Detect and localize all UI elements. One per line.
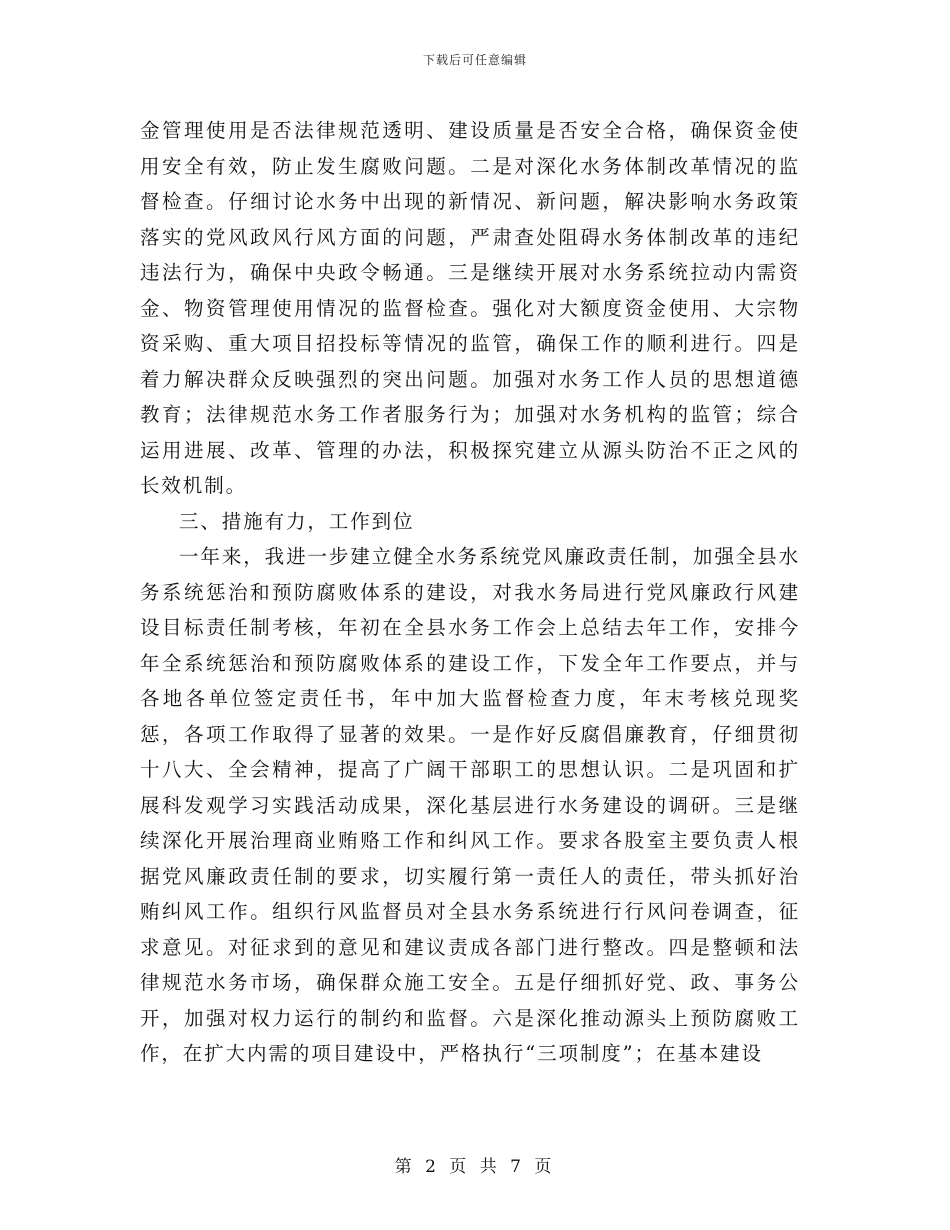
section-heading: 三、措施有力，工作到位 bbox=[179, 509, 415, 533]
body-paragraph: 金管理使用是否法律规范透明、建设质量是否安全合格，确保资金使用安全有效，防止发生腐败问题。二是对深化水务体制改革情况的监督检查。仔细讨论水务中出现的新情况、新问题，解决影响水务政策落实的党风政风行风方面的问题，严肃查处阻碍水务体制改革的违纪违法行为，确保中央政令畅通。三是继续开展对水务系统拉动内需资金、物资管理使用情况的监督检查。强化对大额度资金使用、大宗物资采购、重大项目招投标等情况的监管，确保工作的顺利进行。四是着力解决群众反映强烈的突出问题。加强对水务工作人员的思想道德教育；法律规范水务工作者服务行为；加强对水务机构的监管；综合运用进展、改革、管理的办法，积极探究建立从源头防治不正之风的长效机制。 bbox=[140, 119, 800, 497]
page-header: 下载后可任意编辑 bbox=[422, 53, 527, 67]
page-number-footer: 第 2 页 共 7 页 bbox=[394, 1157, 556, 1177]
document-body bbox=[140, 113, 800, 1072]
body-paragraph: 一年来，我进一步建立健全水务系统党风廉政责任制，加强全县水务系统惩治和预防腐败体系的建设，对我水务局进行党风廉政行风建设目标责任制考核，年初在全县水务工作会上总结去年工作，安排今年全系统惩治和预防腐败体系的建设工作，下发全年工作要点，并与各地各单位签定责任书，年中加大监督检查力度，年末考核兑现奖惩，各项工作取得了显著的效果。一是作好反腐倡廉教育，仔细贯彻十八大、全会精神，提高了广阔干部职工的思想认识。二是巩固和扩展科发观学习实践活动成果，深化基层进行水务建设的调研。三是继续深化开展治理商业贿赂工作和纠风工作。要求各股室主要负责人根据党风廉政责任制的要求，切实履行第一责任人的责任，带头抓好治贿纠风工作。组织行风监督员对全县水务系统进行行风问卷调查，征求意见。对征求到的意见和建议责成各部门进行整改。四是整顿和法律规范水务市场，确保群众施工安全。五是仔细抓好党、政、事务公开，加强对权力运行的制约和监督。六是深化推动源头上预防腐败工作，在扩大内需的项目建设中，严格执行“三项制度”；在基本建设 bbox=[140, 545, 800, 1065]
